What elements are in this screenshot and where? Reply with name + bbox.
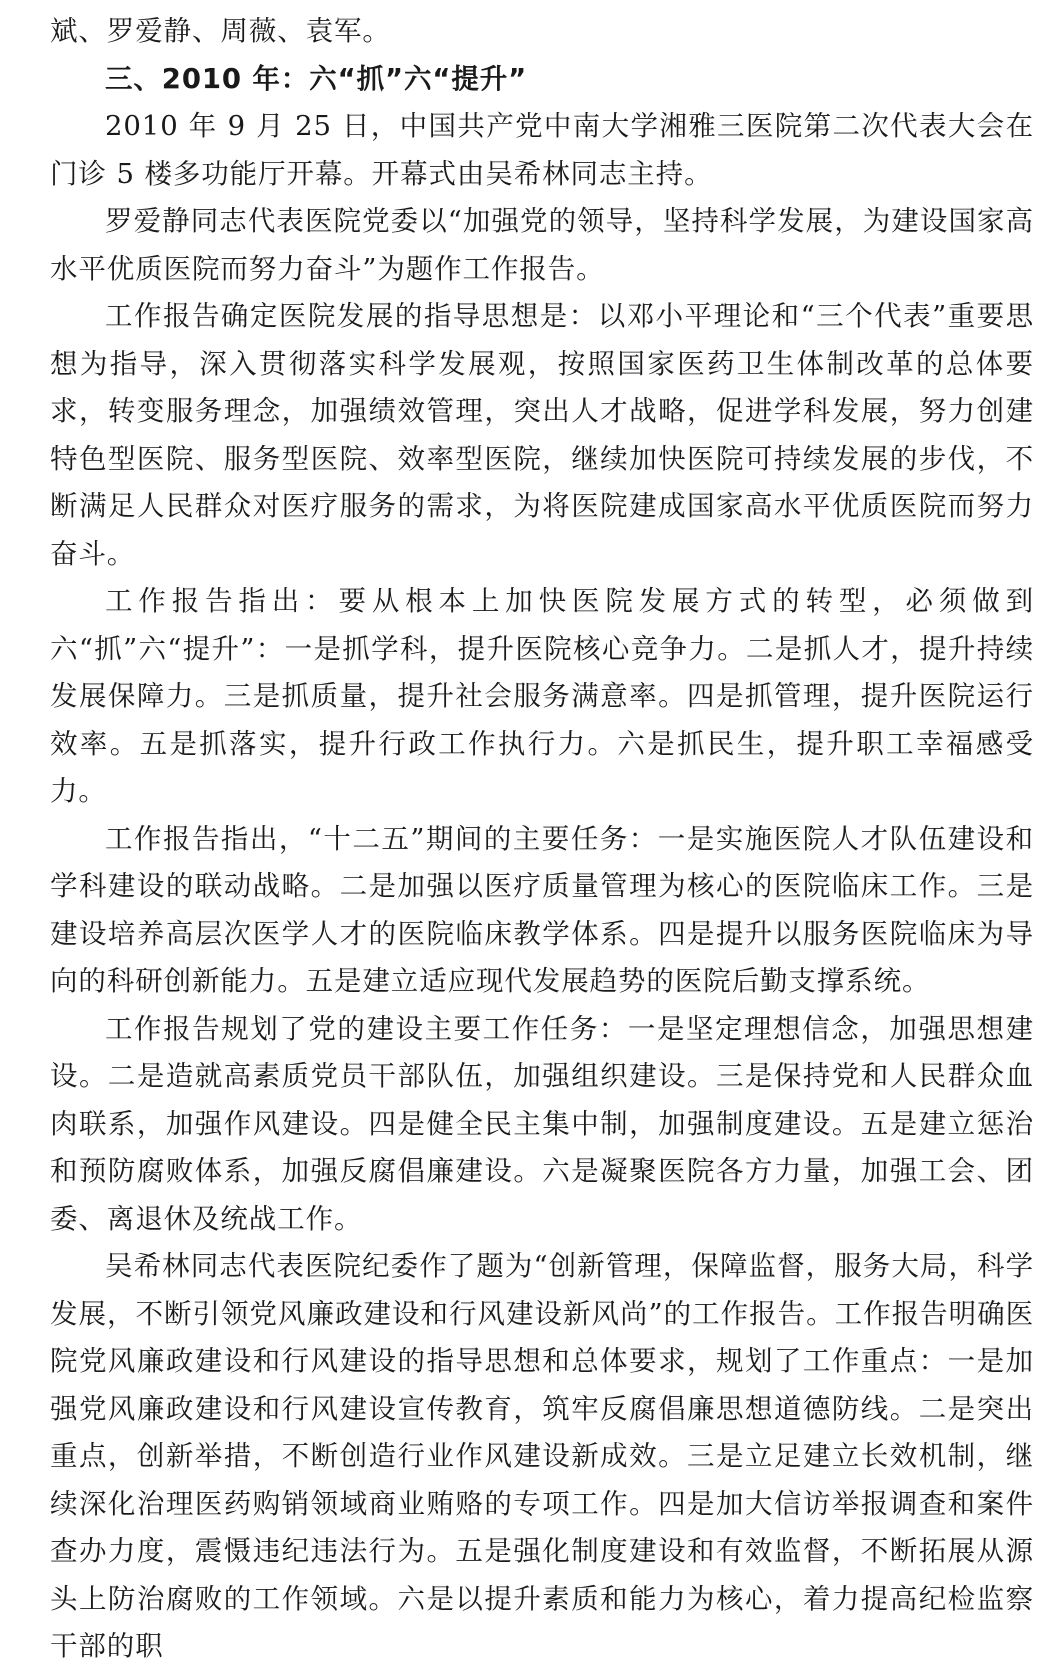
continued-paragraph: 斌、罗爱静、周薇、袁军。 [50,15,391,47]
paragraph-discipline-report: 吴希林同志代表医院纪委作了题为“创新管理，保障监督，服务大局，科学发展，不断引领党风廉政建设和行风建设新风尚”的工作报告。工作报告明确医院党风廉政建设和行风建设的指导思想和总体要求，规划了工作重点：一是加强党风廉政建设和行风建设宣传教育，筑牢反腐倡廉思想道德防线。二是突出重点，创新举措，不断创造行业作风建设新成效。三是立足建立长效机制，继续深化治理医药购销领域商业贿赂的专项工作。四是加大信访举报调查和案件查办力度，震慑违纪违法行为。五是强化制度建设和有效监督，不断拓展从源头上防治腐败的工作领域。六是以提升素质和能力为核心，着力提高纪检监察干部的职 [50,1250,1034,1662]
paragraph-congress-opening: 2010 年 9 月 25 日，中国共产党中南大学湘雅三医院第二次代表大会在门诊 5 楼多功能厅开幕。开幕式由吴希林同志主持。 [50,110,1034,190]
document-page [50,8,1034,1671]
paragraph-six-grasps: 工作报告指出：要从根本上加快医院发展方式的转型，必须做到六“抓”六“提升”：一是抓学科，提升医院核心竞争力。二是抓人才，提升持续发展保障力。三是抓质量，提升社会服务满意率。四是抓管理，提升医院运行效率。五是抓落实，提升行政工作执行力。六是抓民生，提升职工幸福感受力。 [50,585,1034,807]
section-heading: 三、2010 年：六“抓”六“提升” [105,62,528,95]
paragraph-guiding-thought: 工作报告确定医院发展的指导思想是：以邓小平理论和“三个代表”重要思想为指导，深入贯彻落实科学发展观，按照国家医药卫生体制改革的总体要求，转变服务理念，加强绩效管理，突出人才战略，促进学科发展，努力创建特色型医院、服务型医院、效率型医院，继续加快医院可持续发展的步伐，不断满足人民群众对医疗服务的需求，为将医院建成国家高水平优质医院而努力奋斗。 [50,300,1034,570]
paragraph-five-year-tasks: 工作报告指出，“十二五”期间的主要任务：一是实施医院人才队伍建设和学科建设的联动战略。二是加强以医疗质量管理为核心的医院临床工作。三是建设培养高层次医学人才的医院临床教学体系。四是提升以服务医院临床为导向的科研创新能力。五是建立适应现代发展趋势的医院后勤支撑系统。 [50,822,1034,997]
paragraph-party-report: 罗爱静同志代表医院党委以“加强党的领导，坚持科学发展，为建设国家高水平优质医院而努力奋斗”为题作工作报告。 [50,205,1034,285]
paragraph-party-building: 工作报告规划了党的建设主要工作任务：一是坚定理想信念，加强思想建设。二是造就高素质党员干部队伍，加强组织建设。三是保持党和人民群众血肉联系，加强作风建设。四是健全民主集中制，加强制度建设。五是建立惩治和预防腐败体系，加强反腐倡廉建设。六是凝聚医院各方力量，加强工会、团委、离退休及统战工作。 [50,1012,1034,1235]
